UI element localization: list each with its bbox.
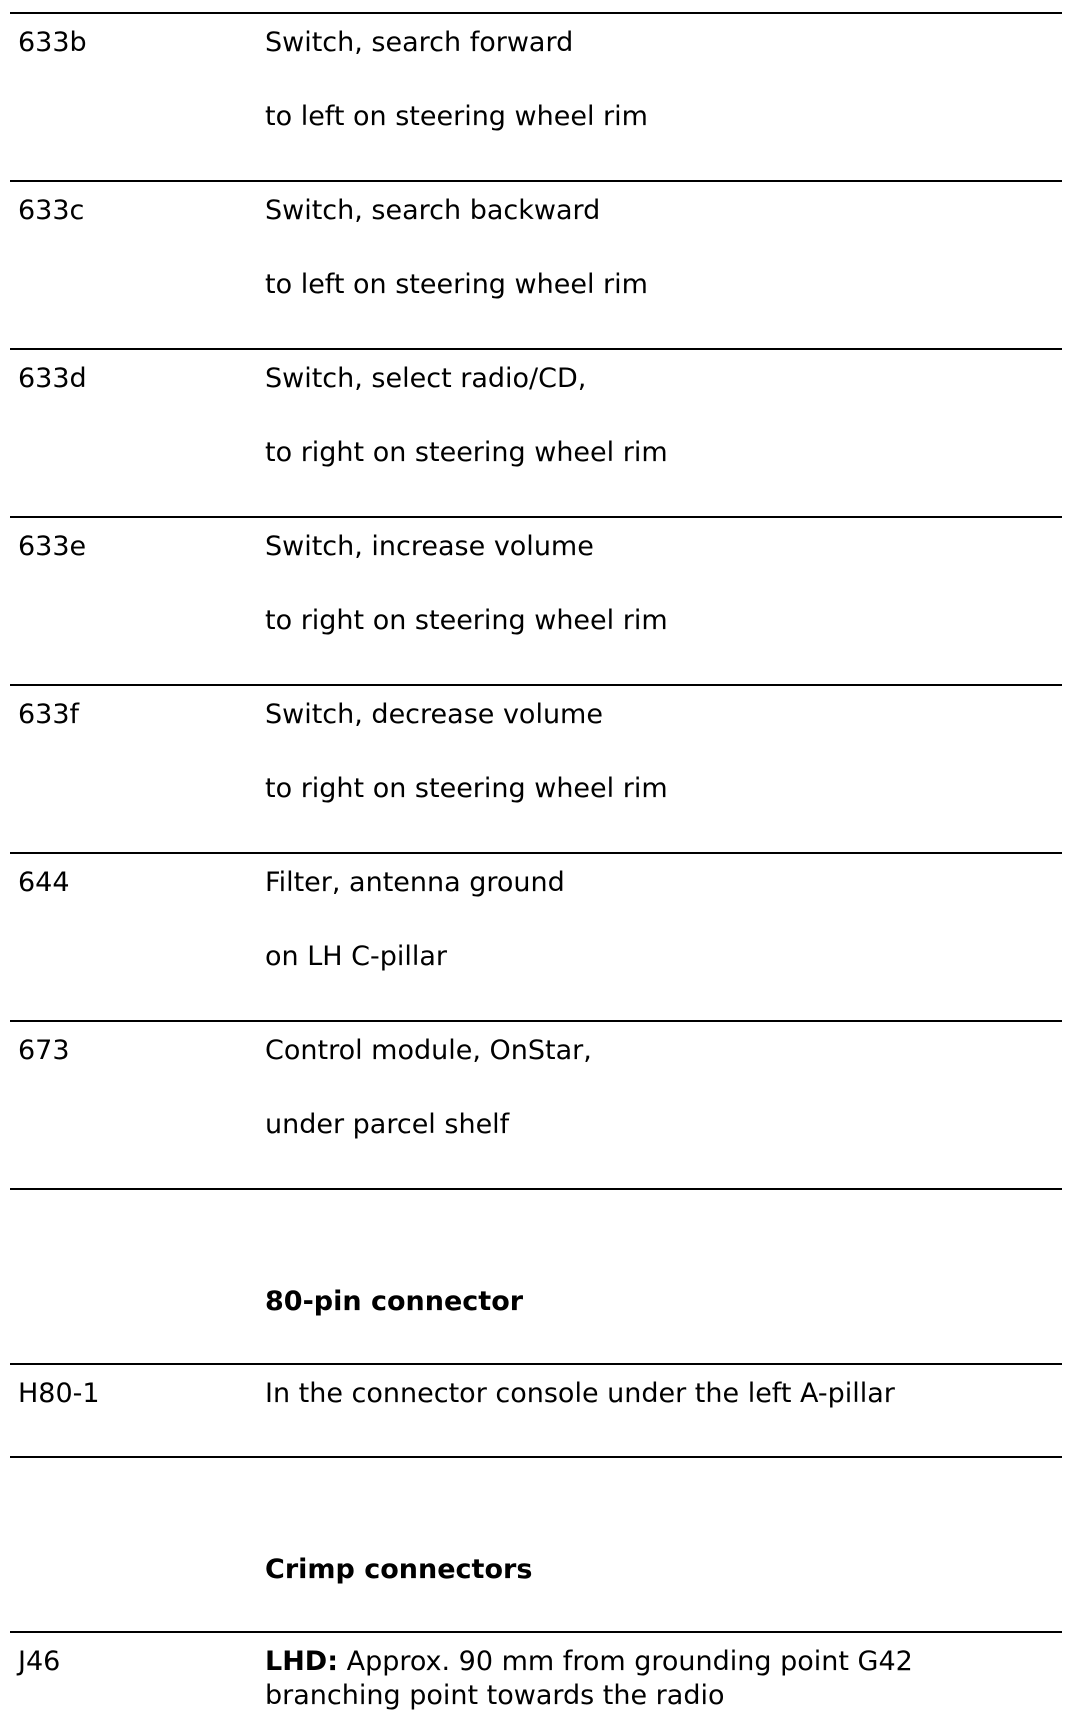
location-line: to right on steering wheel rim [265,605,668,636]
connector-description [265,1377,895,1411]
section-header [10,1458,1062,1631]
component-description [265,194,648,302]
component-description [265,26,648,134]
location-line: to right on steering wheel rim [265,437,668,468]
component-code: 633c [18,195,85,226]
component-code: 673 [18,1035,70,1066]
location-line: under parcel shelf [265,1109,510,1140]
component-description [265,698,668,806]
description-line: Switch, decrease volume [265,699,603,730]
location-line: branching point towards the radio [265,1680,725,1711]
component-description [265,866,565,974]
table-row [10,518,1062,684]
description-line: Switch, search backward [265,195,601,226]
drive-side-label: LHD: [265,1646,339,1677]
section-header [10,1190,1062,1363]
location-line: to left on steering wheel rim [265,269,648,300]
component-description [265,362,668,470]
description-line: In the connector console under the left A-pillar [265,1378,895,1409]
table-row [10,1365,1062,1456]
location-line: on LH C-pillar [265,941,448,972]
table-row [10,350,1062,516]
connector-code: J46 [18,1646,61,1677]
description-line: Control module, OnStar, [265,1035,592,1066]
component-description [265,1034,592,1142]
table-row [10,686,1062,852]
description-line [265,1646,913,1677]
component-code: 633f [18,699,80,730]
connector-description [265,1645,913,1713]
location-line: to left on steering wheel rim [265,101,648,132]
connector-code: H80-1 [18,1378,100,1409]
description-line: Filter, antenna ground [265,867,565,898]
description-line: Switch, select radio/CD, [265,363,587,394]
description-text: Approx. 90 mm from grounding point G42 [338,1646,913,1677]
component-code: 633b [18,27,87,58]
component-code: 633d [18,363,87,394]
table-row [10,854,1062,1020]
component-table [10,12,1062,1723]
location-line: to right on steering wheel rim [265,773,668,804]
table-row [10,14,1062,180]
section-title: Crimp connectors [265,1554,533,1585]
component-description [265,530,668,638]
table-row [10,182,1062,348]
component-code: 644 [18,867,70,898]
description-line: Switch, search forward [265,27,574,58]
table-row [10,1633,1062,1723]
section-title: 80-pin connector [265,1286,524,1317]
component-code: 633e [18,531,87,562]
description-line: Switch, increase volume [265,531,594,562]
table-row [10,1022,1062,1188]
